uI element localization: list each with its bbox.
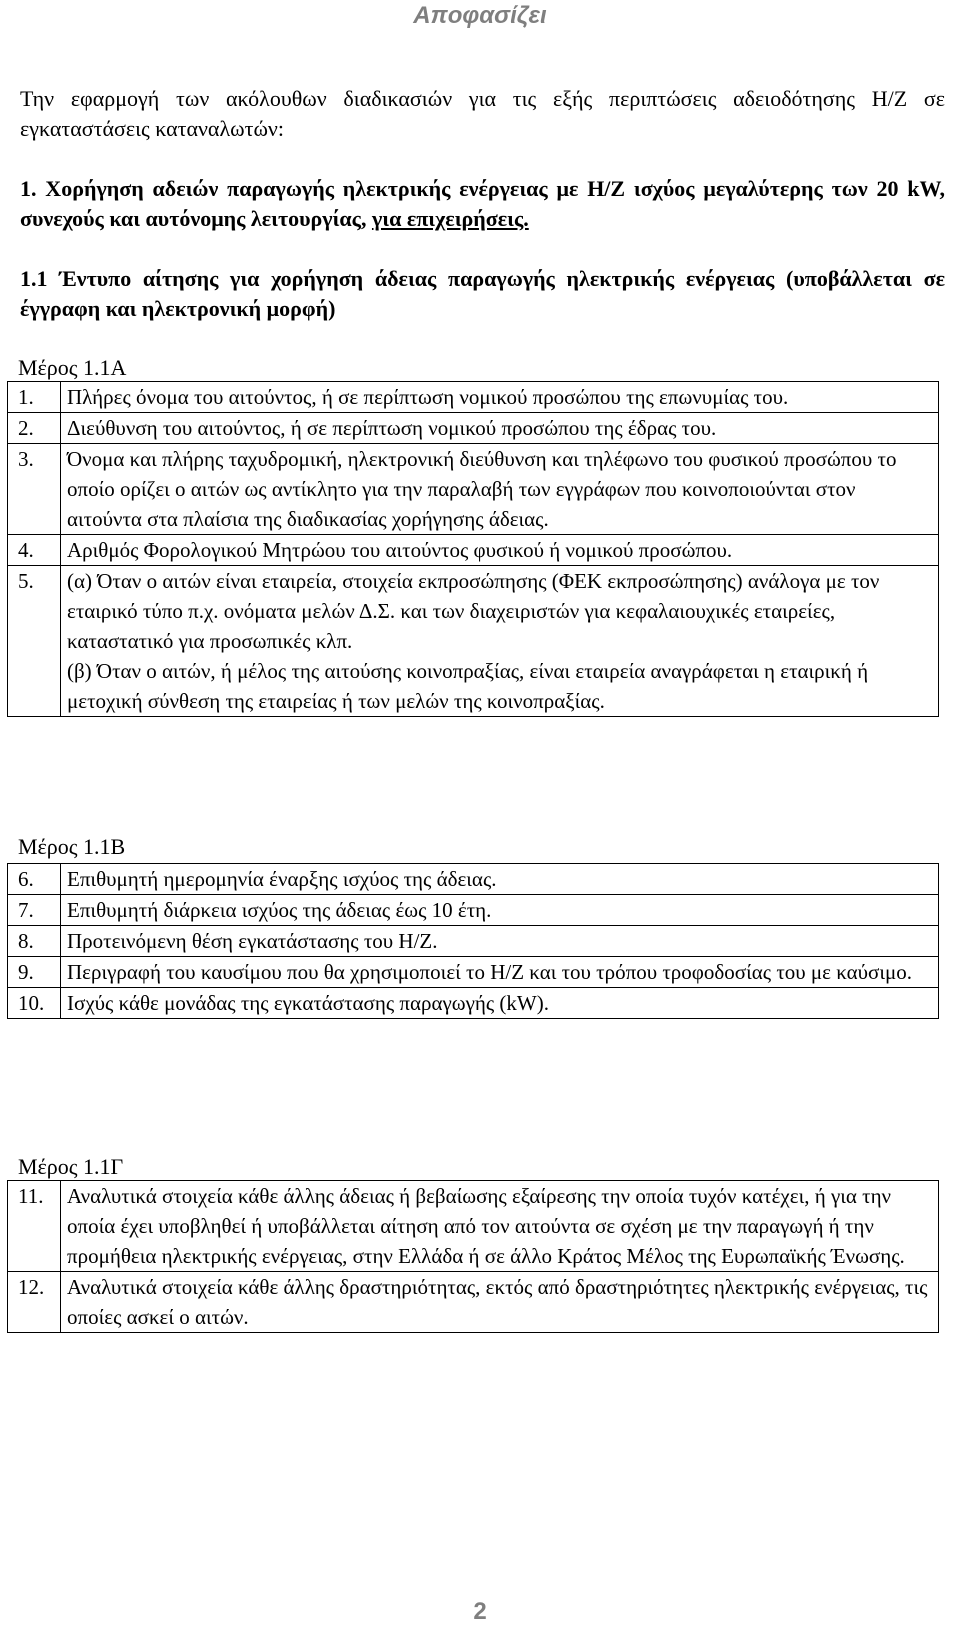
part-1-1c-label: Μέρος 1.1Γ [18, 1154, 124, 1179]
row-text: Όνομα και πλήρης ταχυδρομική, ηλεκτρονική διεύθυνση και τηλέφωνο του φυσικού προσώπου το οποίο ορίζει ο αιτών ως αντίκλητο για την παραλαβή των εγγράφων που κοινοποιούνται στον αιτούντα στα πλαίσια της διαδικασίας χορήγησης άδειας. [61, 444, 939, 535]
table-row [8, 864, 939, 895]
row-text: Αναλυτικά στοιχεία κάθε άλλης άδειας ή βεβαίωσης εξαίρεσης την οποία τυχόν κατέχει, ή για την οποία έχει υποβληθεί ή υποβάλλεται αίτηση από τον αιτούντα σε σχέση με την παραγωγή ή την προμήθεια ηλεκτρικής ενέργειας, στην Ελλάδα ή σε άλλο Κράτος Μέλος της Ευρωπαϊκής Ένωσης. [61, 1181, 939, 1272]
row-number: 11. [8, 1181, 61, 1272]
row-number: 8. [8, 926, 61, 957]
table-row [8, 895, 939, 926]
table-row [8, 1272, 939, 1333]
table-row [8, 1181, 939, 1272]
row-text: Ισχύς κάθε μονάδας της εγκατάστασης παραγωγής (kW). [61, 988, 939, 1019]
part-1-1a-label: Μέρος 1.1Α [18, 355, 127, 380]
row-number: 6. [8, 864, 61, 895]
table-row [8, 382, 939, 413]
row-text: Διεύθυνση του αιτούντος, ή σε περίπτωση νομικού προσώπου της έδρας του. [61, 413, 939, 444]
section-1-text: 1. Χορήγηση αδειών παραγωγής ηλεκτρικής ενέργειας με Η/Ζ ισχύος μεγαλύτερης των 20 kW, συνεχούς και αυτόνομης λειτουργίας, [20, 176, 945, 231]
row-number: 2. [8, 413, 61, 444]
page-number: 2 [473, 1598, 487, 1625]
part-1-1b-table [7, 863, 939, 1019]
part-1-1c-table [7, 1180, 939, 1333]
intro-paragraph: Την εφαρμογή των ακόλουθων διαδικασιών για τις εξής περιπτώσεις αδειοδότησης Η/Ζ σε εγκαταστάσεις καταναλωτών: [20, 86, 945, 141]
page-heading: Αποφασίζει [413, 2, 547, 29]
row-text: Περιγραφή του καυσίμου που θα χρησιμοποιεί το Η/Ζ και του τρόπου τροφοδοσίας του με καύσιμο. [61, 957, 939, 988]
row-number: 7. [8, 895, 61, 926]
row-number: 1. [8, 382, 61, 413]
table-row [8, 535, 939, 566]
table-row [8, 444, 939, 535]
row-text-b: (β) Όταν ο αιτών, ή μέλος της αιτούσης κοινοπραξίας, είναι εταιρεία αναγράφεται η εταιρική ή μετοχική σύνθεση της εταιρείας ή των μελών της κοινοπραξίας. [67, 659, 869, 713]
row-text: Αριθμός Φορολογικού Μητρώου του αιτούντος φυσικού ή νομικού προσώπου. [61, 535, 939, 566]
table-row [8, 957, 939, 988]
part-1-1b-label: Μέρος 1.1Β [18, 834, 126, 859]
row-text: Επιθυμητή διάρκεια ισχύος της άδειας έως 10 έτη. [61, 895, 939, 926]
section-1-title [20, 174, 945, 234]
row-text-a: (α) Όταν ο αιτών είναι εταιρεία, στοιχεία εκπροσώπησης (ΦΕΚ εκπροσώπησης) ανάλογα με τον εταιρικό τύπο π.χ. ονόματα μελών Δ.Σ. και των διαχειριστών για κεφαλαιουχικές εταιρείες, καταστατικό για προσωπικές κλπ. [67, 569, 880, 653]
table-row [8, 926, 939, 957]
row-text: Επιθυμητή ημερομηνία έναρξης ισχύος της άδειας. [61, 864, 939, 895]
part-1-1a-table [7, 381, 939, 717]
row-number: 12. [8, 1272, 61, 1333]
row-text [61, 566, 939, 717]
row-number: 3. [8, 444, 61, 535]
table-row [8, 413, 939, 444]
row-text: Πλήρες όνομα του αιτούντος, ή σε περίπτωση νομικού προσώπου της επωνυμίας του. [61, 382, 939, 413]
row-number: 10. [8, 988, 61, 1019]
row-number: 9. [8, 957, 61, 988]
row-number: 4. [8, 535, 61, 566]
section-1-underlined: για επιχειρήσεις. [371, 206, 529, 231]
table-row [8, 988, 939, 1019]
section-1-1-title: 1.1 Έντυπο αίτησης για χορήγηση άδειας παραγωγής ηλεκτρικής ενέργειας (υποβάλλεται σε έγγραφη και ηλεκτρονική μορφή) [20, 266, 945, 321]
row-number: 5. [8, 566, 61, 717]
row-text: Προτεινόμενη θέση εγκατάστασης του Η/Ζ. [61, 926, 939, 957]
table-row [8, 566, 939, 717]
row-text: Αναλυτικά στοιχεία κάθε άλλης δραστηριότητας, εκτός από δραστηριότητες ηλεκτρικής ενέργειας, τις οποίες ασκεί ο αιτών. [61, 1272, 939, 1333]
